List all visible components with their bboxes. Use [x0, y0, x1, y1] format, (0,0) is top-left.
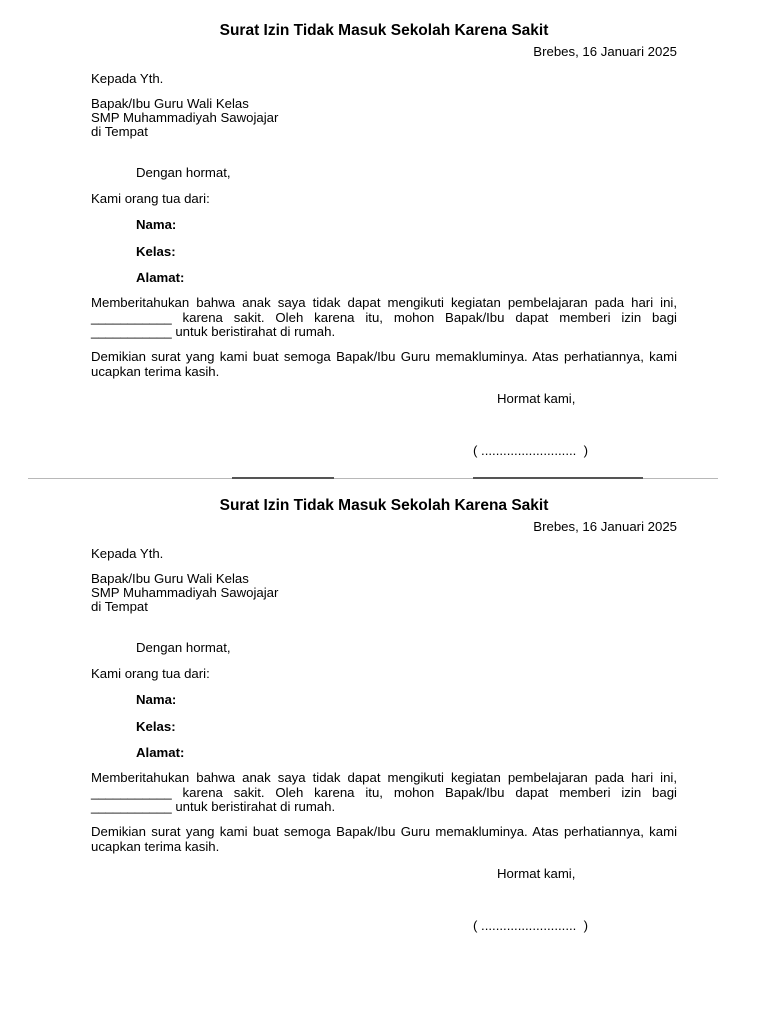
closing: Hormat kami, [497, 866, 576, 881]
recipient-block [91, 96, 278, 138]
recipient-line: SMP Muhammadiyah Sawojajar [91, 110, 279, 125]
field-nama-label: Nama: [136, 692, 177, 707]
field-kelas-label: Kelas: [136, 719, 176, 734]
field-alamat-label: Alamat: [136, 745, 185, 760]
recipient-line: Bapak/Ibu Guru Wali Kelas [91, 96, 249, 111]
letter-top [0, 0, 768, 470]
field-nama-label: Nama: [136, 217, 177, 232]
signature-placeholder: ( .......................... ) [473, 443, 589, 458]
recipient-line: Bapak/Ibu Guru Wali Kelas [91, 571, 249, 586]
body-paragraph-2: Demikian surat yang kami buat semoga Bapak/Ibu Guru memakluminya. Atas perhatiannya, kami ucapkan terima kasih. [91, 824, 677, 854]
recipient-line: di Tempat [91, 599, 148, 614]
signature-placeholder: ( .......................... ) [473, 918, 589, 933]
recipient-line: SMP Muhammadiyah Sawojajar [91, 585, 279, 600]
recipient-block [91, 571, 278, 613]
greeting: Dengan hormat, [136, 640, 231, 655]
body-paragraph-1: Memberitahukan bahwa anak saya tidak dapat mengikuti kegiatan pembelajaran pada hari ini, ___________ karena sakit. Oleh karena itu, mohon Bapak/Ibu dapat memberi izin bagi ___________ untuk beristirahat di rumah. [91, 770, 677, 814]
greeting: Dengan hormat, [136, 165, 231, 180]
letter-date: Brebes, 16 Januari 2025 [533, 519, 677, 534]
letter-date: Brebes, 16 Januari 2025 [533, 44, 677, 59]
letter-title: Surat Izin Tidak Masuk Sekolah Karena Sakit [219, 22, 549, 39]
body-paragraph-2: Demikian surat yang kami buat semoga Bapak/Ibu Guru memakluminya. Atas perhatiannya, kami ucapkan terima kasih. [91, 349, 677, 379]
recipient-line: di Tempat [91, 124, 148, 139]
letter-bottom [0, 475, 768, 945]
field-kelas-label: Kelas: [136, 244, 176, 259]
salutation-to: Kepada Yth. [91, 71, 164, 86]
body-paragraph-1: Memberitahukan bahwa anak saya tidak dapat mengikuti kegiatan pembelajaran pada hari ini, ___________ karena sakit. Oleh karena itu, mohon Bapak/Ibu dapat memberi izin bagi ___________ untuk beristirahat di rumah. [91, 295, 677, 339]
salutation-to: Kepada Yth. [91, 546, 164, 561]
parent-line: Kami orang tua dari: [91, 191, 210, 206]
letter-title: Surat Izin Tidak Masuk Sekolah Karena Sakit [219, 497, 549, 514]
field-alamat-label: Alamat: [136, 270, 185, 285]
closing: Hormat kami, [497, 391, 576, 406]
parent-line: Kami orang tua dari: [91, 666, 210, 681]
